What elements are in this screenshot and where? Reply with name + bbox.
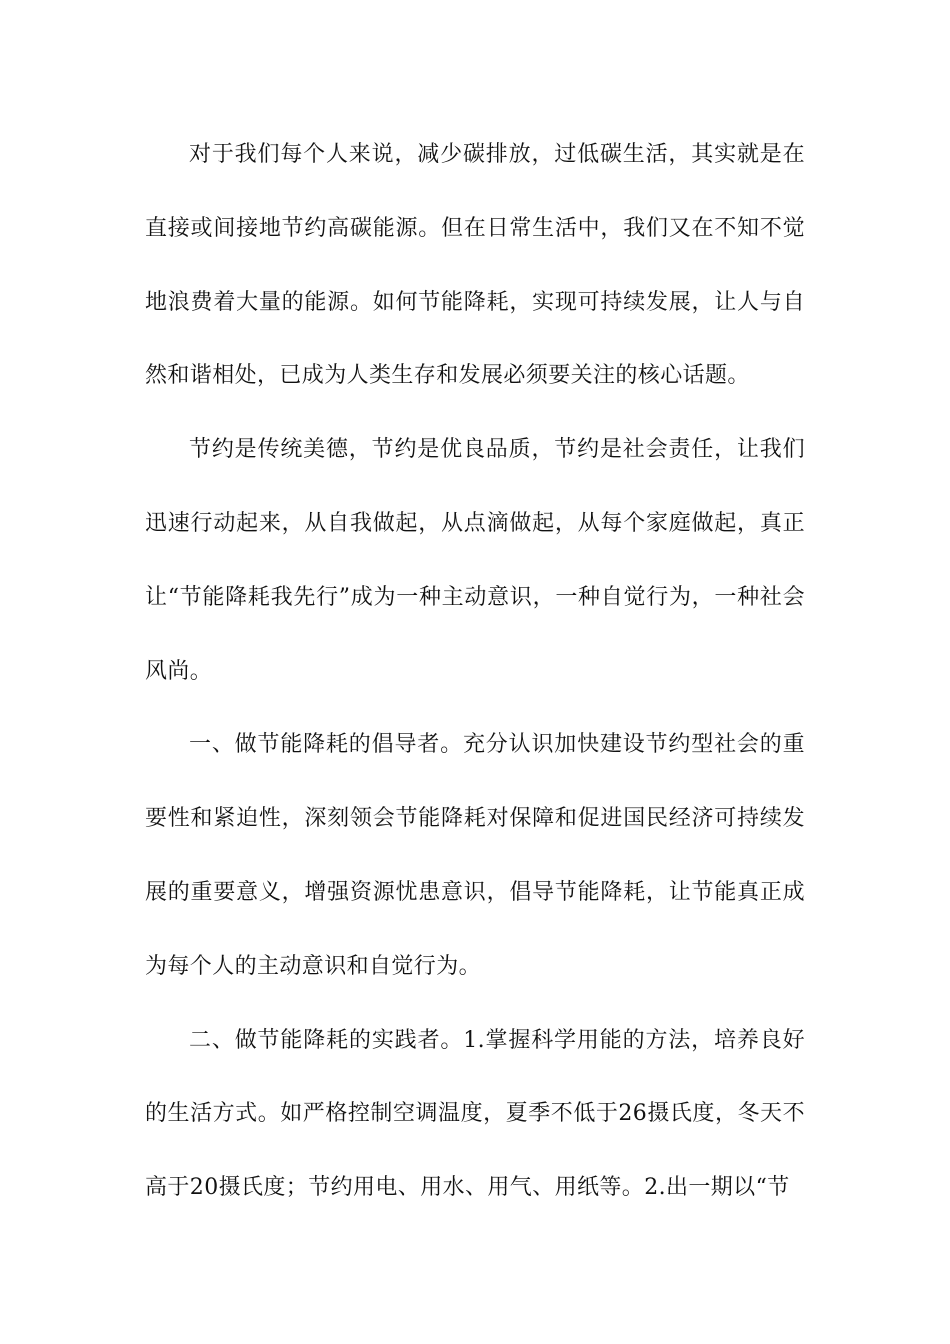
document-body <box>145 118 805 1225</box>
paragraph-practitioner: 二、做节能降耗的实践者。1.掌握科学用能的方法，培养良好的生活方式。如严格控制空调温度，夏季不低于26摄氏度，冬天不高于20摄氏度；节约用电、用水、用气、用纸等。2.出一期以“节 <box>145 1027 805 1201</box>
paragraph-intro: 对于我们每个人来说，减少碳排放，过低碳生活，其实就是在直接或间接地节约高碳能源。但在日常生活中，我们又在不知不觉地浪费着大量的能源。如何节能降耗，实现可持续发展，让人与自然和谐相处，已成为人类生存和发展必须要关注的核心话题。 <box>145 142 805 389</box>
paragraph-virtue: 节约是传统美德，节约是优良品质，节约是社会责任，让我们迅速行动起来，从自我做起，从点滴做起，从每个家庭做起，真正让“节能降耗我先行”成为一种主动意识，一种自觉行为，一种社会风尚。 <box>145 437 805 684</box>
paragraph-advocate: 一、做节能降耗的倡导者。充分认识加快建设节约型社会的重要性和紧迫性，深刻领会节能降耗对保障和促进国民经济可持续发展的重要意义，增强资源忧患意识，倡导节能降耗，让节能真正成为每个人的主动意识和自觉行为。 <box>145 732 805 979</box>
